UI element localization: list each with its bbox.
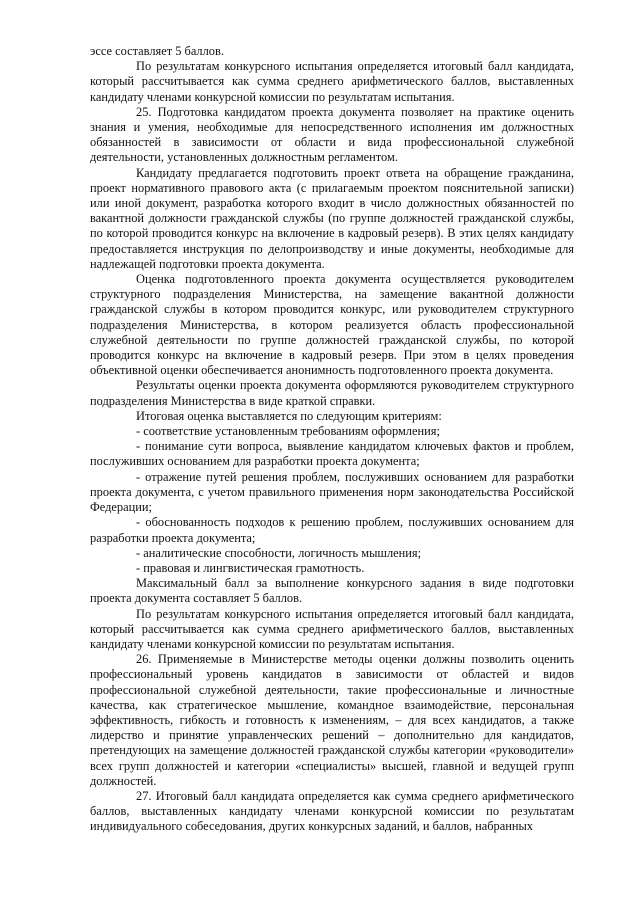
- list-item: - правовая и лингвистическая грамотность.: [136, 560, 365, 575]
- paragraph: 26. Применяемые в Министерстве методы оценки должны позволить оценить профессиональный уровень кандидатов в зависимости от областей и видов профессиональной служебной деятельности, такие профессиональные и личностные качества, как стратегическое мышление, командное взаимодействие, персональная эффективность, гибкость и готовность к изменениям, – для всех кандидатов, а также лидерство и принятие управленческих решений – дополнительно для кандидатов, претендующих на замещение должностей гражданской службы категории «руководители» всех групп должностей и категории «специалисты» высшей, главной и ведущей групп должностей.: [90, 652, 574, 788]
- paragraph: эссе составляет 5 баллов.: [90, 44, 224, 58]
- paragraph: 27. Итоговый балл кандидата определяется как сумма среднего арифметического баллов, выставленных кандидату членами конкурсной комиссии по результатам индивидуального собеседования, других конкурсных заданий, и баллов, набранных: [90, 788, 574, 834]
- paragraph: Оценка подготовленного проекта документа осуществляется руководителем структурного подразделения Министерства, на замещение вакантной должности гражданской службы в котором проводится конкурс, или руководителем структурного подразделения Министерства, в котором реализуется область профессиональной служебной деятельности по группе должностей гражданской службы, по которой проводится конкурс на включение в кадровый резерв. При этом в целях проведения объективной оценки обеспечивается анонимность подготовленного проекта документа.: [90, 272, 574, 378]
- list-item: - обоснованность подходов к решению проблем, послуживших основанием для разработки проекта документа;: [90, 515, 574, 545]
- list-item: - отражение путей решения проблем, послуживших основанием для разработки проекта документа, с учетом правильного применения норм законодательства Российской Федерации;: [90, 469, 574, 515]
- paragraph: Максимальный балл за выполнение конкурсного задания в виде подготовки проекта документа составляет 5 баллов.: [90, 576, 574, 606]
- paragraph: Кандидату предлагается подготовить проект ответа на обращение гражданина, проект нормативного правового акта (с прилагаемым проектом пояснительной записки) или иной документ, разработка которого входит в число должностных обязанностей по вакантной должности гражданской службы (по группе должностей гражданской службы, по которой проводится конкурс на включение в кадровый резерв). В этих целях кандидату предоставляется инструкция по делопроизводству и иные документы, необходимые для надлежащей подготовки проекта документа.: [90, 165, 574, 271]
- paragraph: Итоговая оценка выставляется по следующим критериям:: [136, 408, 442, 423]
- paragraph: Результаты оценки проекта документа оформляются руководителем структурного подразделения Министерства в виде краткой справки.: [90, 378, 574, 408]
- document-body: [90, 44, 574, 835]
- paragraph: По результатам конкурсного испытания определяется итоговый балл кандидата, который рассчитывается как сумма среднего арифметического баллов, выставленных кандидату членами конкурсной комиссии по результатам испытания.: [90, 606, 574, 651]
- list-item: - соответствие установленным требованиям оформления;: [136, 424, 440, 439]
- list-item: - аналитические способности, логичность мышления;: [136, 545, 422, 560]
- list-item: - понимание сути вопроса, выявление кандидатом ключевых фактов и проблем, послуживших основанием для разработки проекта документа;: [90, 439, 574, 469]
- paragraph: По результатам конкурсного испытания определяется итоговый балл кандидата, который рассчитывается как сумма среднего арифметического баллов, выставленных кандидату членами конкурсной комиссии по результатам испытания.: [90, 59, 574, 104]
- paragraph: 25. Подготовка кандидатом проекта документа позволяет на практике оценить знания и умения, необходимые для непосредственного исполнения им должностных обязанностей в зависимости от области и вида профессиональной служебной деятельности, установленных должностным регламентом.: [90, 104, 574, 165]
